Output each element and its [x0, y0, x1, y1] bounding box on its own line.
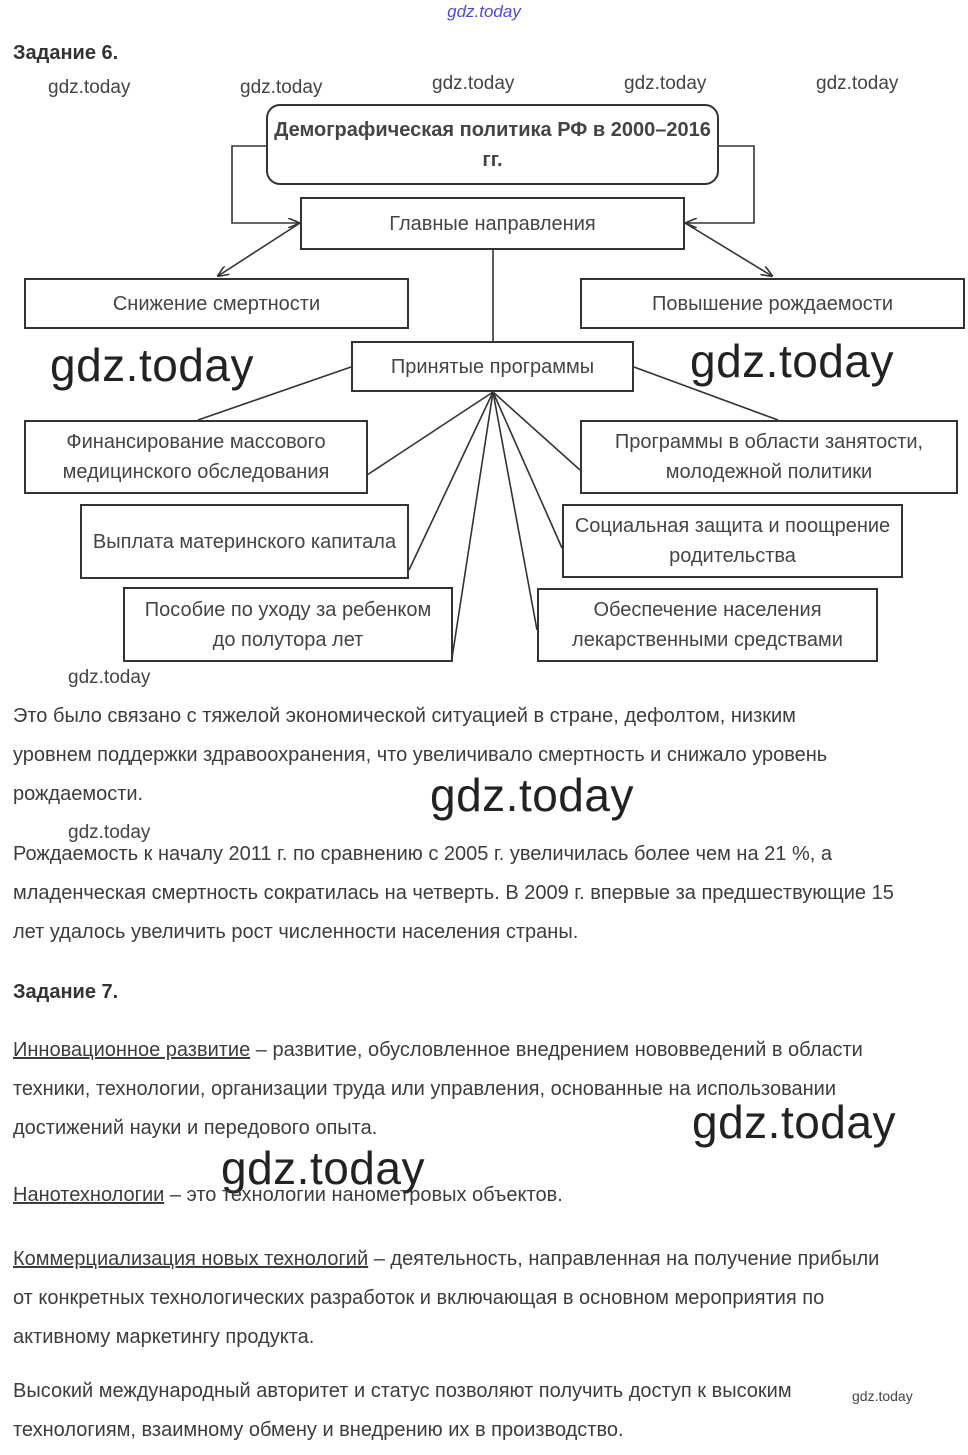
task6-heading: Задание 6.: [13, 42, 119, 64]
paragraph-text: Высокий международный авторитет и статус позволяют получить доступ к высоким технологиям, взаимному обмену и внедрению их в производство.: [13, 1380, 792, 1441]
program-employment-youth: Программы в области занятости, молодежной политики: [580, 420, 958, 494]
definition-nanotechnology: [13, 1176, 943, 1215]
watermark: gdz.today: [50, 339, 254, 391]
task7-paragraph: [13, 1372, 833, 1450]
watermark: gdz.today: [432, 73, 515, 94]
programs-box: Принятые программы: [351, 341, 634, 392]
watermark: gdz.today: [692, 1096, 896, 1148]
watermark: gdz.today: [430, 769, 634, 821]
watermark: gdz.today: [68, 822, 151, 843]
watermark: gdz.today: [690, 335, 894, 387]
paragraph-text: Рождаемость к началу 2011 г. по сравнению с 2005 г. увеличилась более чем на 21 %, а младенческая смертность сократилась на четверть. В 2009 г. впервые за предшествующие 15 лет удалось увеличить рост численности населения страны.: [13, 843, 894, 943]
definition-term: Нанотехнологии: [13, 1184, 165, 1206]
watermark-top: gdz.today: [447, 2, 521, 21]
program-medicine-supply: Обеспечение населения лекарственными средствами: [537, 588, 878, 662]
watermark: gdz.today: [48, 77, 131, 98]
birthrate-increase-box: Повышение рождаемости: [580, 278, 965, 329]
definition-commercialization: [13, 1240, 893, 1357]
main-directions-box: Главные направления: [300, 197, 685, 250]
paragraph-text: Это было связано с тяжелой экономической ситуацией в стране, дефолтом, низким уровнем поддержки здравоохранения, что увеличивало смертность и снижало уровень рождаемости.: [13, 705, 828, 805]
diagram-title: Демографическая политика РФ в 2000–2016 гг.: [266, 104, 719, 185]
mortality-reduction-box: Снижение смертности: [24, 278, 409, 329]
task7-heading: Задание 7.: [13, 981, 119, 1003]
program-medical-examination: Финансирование массового медицинского обследования: [24, 420, 368, 494]
watermark: gdz.today: [240, 77, 323, 98]
watermark: gdz.today: [816, 73, 899, 94]
watermark: gdz.today: [624, 73, 707, 94]
definition-term: Инновационное развитие: [13, 1039, 251, 1061]
program-social-protection: Социальная защита и поощрение родительства: [562, 504, 903, 578]
definition-text: – это технологии нанометровых объектов.: [164, 1184, 563, 1206]
watermark: gdz.today: [852, 1388, 913, 1404]
program-maternity-capital: Выплата материнского капитала: [80, 504, 409, 579]
definition-text: – деятельность, направленная на получение прибыли от конкретных технологических разработок и включающая в основном мероприятия по активному маркетингу продукта.: [13, 1248, 880, 1348]
task6-paragraph-2: [13, 835, 903, 952]
watermark: gdz.today: [221, 1142, 425, 1194]
definition-term: Коммерциализация новых технологий: [13, 1248, 369, 1270]
program-childcare-allowance: Пособие по уходу за ребенком до полутора лет: [123, 587, 453, 662]
watermark: gdz.today: [68, 667, 151, 688]
definition-text: – развитие, обусловленное внедрением нововведений в области техники, технологии, организации труда или управления, основанные на использовании достижений науки и передового опыта.: [13, 1039, 863, 1139]
